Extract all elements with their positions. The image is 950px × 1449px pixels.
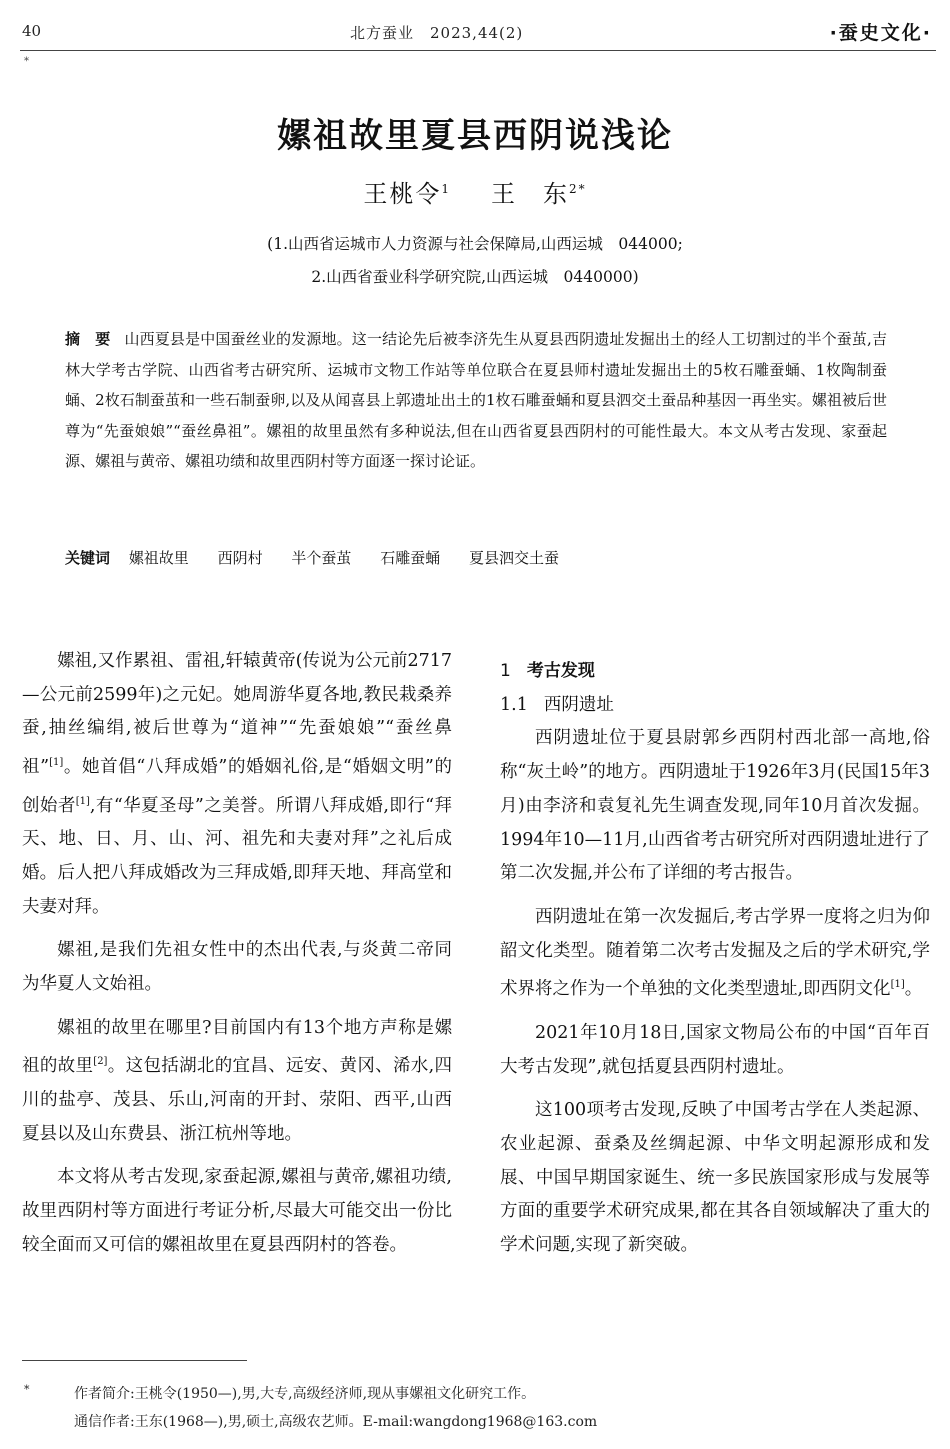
- abstract-label: 摘 要: [65, 330, 111, 348]
- section-number: 1: [500, 661, 511, 681]
- authors: [0, 174, 950, 209]
- paragraph: 这100项考古发现,反映了中国考古学在人类起源、农业起源、蚕桑及丝绸起源、中华文明起源形成和发展、中国早期国家诞生、统一多民族国家形成与发展等方面的重要学术研究成果,都在其各自领域解决了重大的学术问题,实现了新突破。: [500, 1100, 930, 1256]
- header-divider: [20, 50, 936, 51]
- paragraph: 2021年10月18日,国家文物局公布的中国“百年百大考古发现”,就包括夏县西阴村遗址。: [500, 1022, 930, 1077]
- paragraph-text: 。这包括湖北的宜昌、远安、黄冈、浠水,四川的盐亭、茂县、乐山,河南的开封、荥阳、西平,山西夏县以及山东费县、浙江杭州等地。: [22, 1056, 453, 1144]
- article-title: 嫘祖故里夏县西阴说浅论: [277, 116, 673, 156]
- keyword-item: 夏县泗交土蚕: [468, 549, 559, 567]
- author-2-sup: 2*: [569, 182, 587, 196]
- keyword-item: 半个蚕茧: [291, 549, 352, 567]
- footnote-text: 作者简介:王桃令(1950—),男,大专,高级经济师,现从事嫘祖文化研究工作。: [74, 1386, 536, 1402]
- citation: [1]: [75, 795, 90, 807]
- paragraph-text: 嫘祖,又作累祖、雷祖,轩辕黄帝(传说为公元前2717—公元前2599年)之元妃。她周游华夏各地,教民栽桑养蚕,抽丝编绢,被后世尊为“道神”“先蚕娘娘”“蚕丝鼻祖”: [22, 651, 452, 777]
- section-label: ·蚕史文化·: [829, 22, 932, 44]
- paragraph: 本文将从考古发现,家蚕起源,嫘祖与黄帝,嫘祖功绩,故里西阴村等方面进行考证分析,尽最大可能交出一份比较全面而又可信的嫘祖故里在夏县西阴村的答卷。: [22, 1167, 452, 1255]
- body-left-column: [22, 645, 452, 1262]
- keyword-item: 石雕蚕蛹: [380, 549, 441, 567]
- subsection-heading: [500, 689, 930, 723]
- citation: [2]: [93, 1056, 108, 1068]
- journal-info: 北方蚕业 2023,44(2): [350, 24, 524, 42]
- section-heading: [500, 655, 930, 689]
- keywords-label: 关键词: [65, 549, 111, 567]
- page-number: 40: [22, 22, 42, 40]
- paragraph: [22, 1012, 452, 1152]
- author-1: 王桃令: [363, 180, 442, 208]
- paragraph: 嫘祖,是我们先祖女性中的杰出代表,与炎黄二帝同为华夏人文始祖。: [22, 940, 452, 994]
- section-title: 考古发现: [526, 661, 595, 681]
- footnote-corresponding: [50, 1411, 597, 1431]
- paragraph: 西阴遗址位于夏县尉郭乡西阴村西北部一高地,俗称“灰土岭”的地方。西阴遗址于1926年3月(民国15年3月)由李济和袁复礼先生调查发现,同年10月首次发掘。1994年10—11月,山西省考古研究所对西阴遗址进行了第二次发掘,并公布了详细的考古报告。: [500, 728, 930, 884]
- paragraph: [22, 645, 452, 924]
- keyword-item: 西阴村: [217, 549, 263, 567]
- footnote-divider: [22, 1360, 247, 1361]
- footnote-star: *: [24, 1383, 30, 1396]
- author-2: 王 东: [491, 180, 569, 208]
- paragraph-text: ,有“华夏圣母”之美誉。所谓八拜成婚,即行“拜天、地、日、月、山、河、祖先和夫妻对拜”之礼后成婚。后人把八拜成婚改为三拜成婚,即拜天地、拜高堂和夫妻对拜。: [22, 795, 453, 917]
- footnote-text: 通信作者:王东(1968—),男,硕士,高级农艺师。E-mail:wangdong1968@163.com: [74, 1414, 598, 1430]
- keyword-item: 嫘祖故里: [128, 549, 189, 567]
- citation: [1]: [49, 757, 64, 769]
- paragraph-text: 嫘祖的故里在哪里?目前国内有13个地方声称是嫘祖的故里: [22, 1017, 452, 1077]
- paragraph-text: 。她首倡“八拜成婚”的婚姻礼俗,是“婚姻文明”的创始者: [22, 756, 452, 816]
- author-1-sup: 1: [441, 182, 451, 196]
- citation: [1]: [890, 979, 905, 991]
- header-star: *: [24, 56, 29, 67]
- subsection-number: 1.1: [500, 694, 528, 715]
- paragraph-text: 。: [904, 979, 923, 1000]
- paragraph-text: 西阴遗址在第一次发掘后,考古学界一度将之归为仰韶文化类型。随着第二次考古发掘及之后的学术研究,学术界将之作为一个单独的文化类型遗址,即西阴文化: [500, 906, 930, 1000]
- abstract: [65, 324, 887, 477]
- body-right-column: [500, 655, 930, 1263]
- abstract-text: 山西夏县是中国蚕丝业的发源地。这一结论先后被李济先生从夏县西阴遗址发掘出土的经人工切割过的半个蚕茧,吉林大学考古学院、山西省考古研究所、运城市文物工作站等单位联合在夏县师村遗址发掘出土的5枚石雕蚕蛹、1枚陶制蚕蛹、2枚石制蚕茧和一些石制蚕卵,以及从闻喜县上郭遗址出土的1枚石雕蚕蛹和夏县泗交土蚕品种基因一再坐实。嫘祖被后世尊为“先蚕娘娘”“蚕丝鼻祖”。嫘祖的故里虽然有多种说法,但在山西省夏县西阴村的可能性最大。本文从考古发现、家蚕起源、嫘祖与黄帝、嫘祖功绩和故里西阴村等方面逐一探讨论证。: [65, 330, 887, 471]
- footnote-author-bio: [24, 1383, 536, 1403]
- affiliation-2: 2.山西省蚕业科学研究院,山西运城 0440000): [311, 268, 639, 286]
- keywords: [65, 543, 583, 573]
- paragraph: [500, 901, 930, 1007]
- subsection-title: 西阴遗址: [543, 694, 614, 715]
- affiliation-1: (1.山西省运城市人力资源与社会保障局,山西运城 044000;: [267, 235, 683, 253]
